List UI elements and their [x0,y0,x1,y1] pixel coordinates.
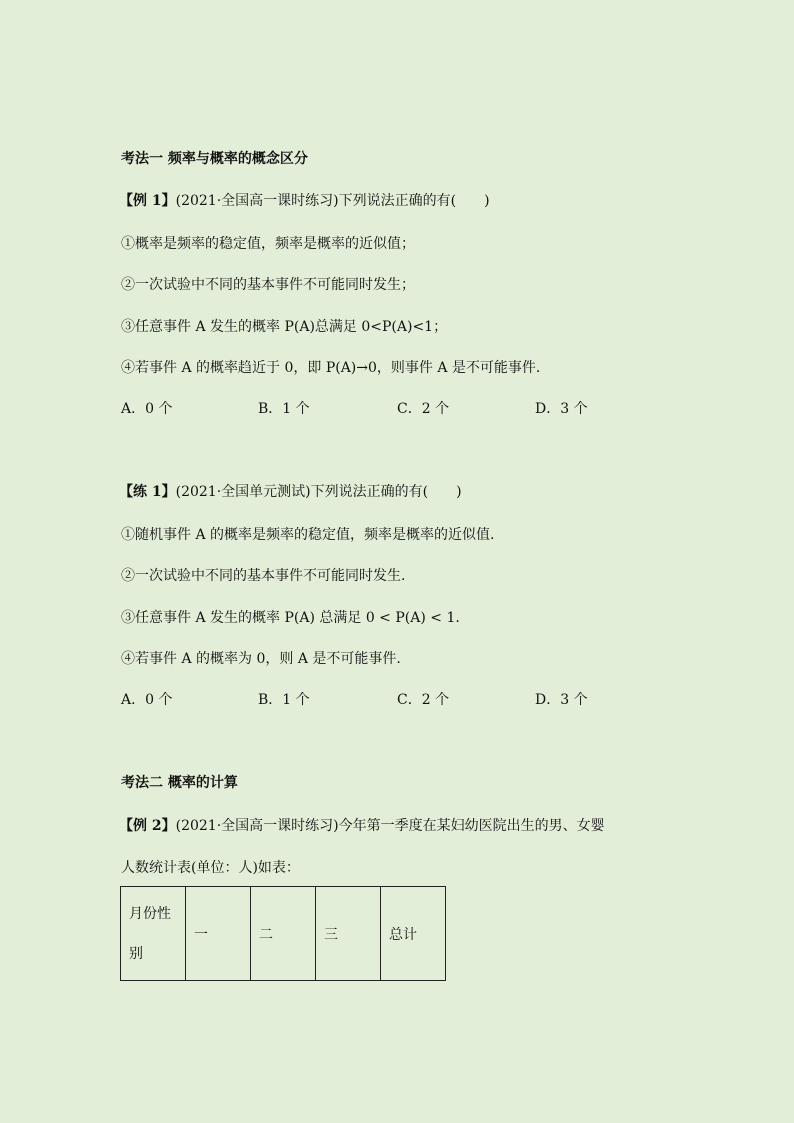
example1-question [119,192,490,210]
practice1-tag: 【练 1】 [119,484,176,500]
section2-heading: 考法二 概率的计算 [121,775,238,791]
stats-table [120,886,446,981]
example1-option-a: A．0 个 [121,401,173,417]
example1-item-3: ③任意事件 A 发生的概率 P(A)总满足 0<P(A)<1； [121,319,448,335]
practice1-item-1: ①随机事件 A 的概率是频率的稳定值，频率是概率的近似值. [121,527,495,543]
practice1-question [119,483,462,501]
example2-source-line2: 人数统计表(单位：人)如表： [121,860,300,876]
practice1-item-2: ②一次试验中不同的基本事件不可能同时发生. [121,568,406,584]
example1-item-4: ④若事件 A 的概率趋近于 0，即 P(A)→0，则事件 A 是不可能事件. [121,360,541,376]
example1-source: (2021·全国高一课时练习)下列说法正确的有( ) [175,193,490,209]
practice1-item-3: ③任意事件 A 发生的概率 P(A) 总满足 0 < P(A) < 1. [121,610,460,626]
table-header-total: 总计 [381,887,446,981]
example2-tag: 【例 2】 [119,818,176,834]
table-header-month-3: 三 [316,887,381,981]
example1-tag: 【例 1】 [119,193,176,209]
example1-option-c: C．2 个 [397,401,450,417]
table-header-gender-month: 月份性别 [121,887,186,981]
example2-question [119,817,605,835]
practice1-source: (2021·全国单元测试)下列说法正确的有( ) [175,484,462,500]
example2-source-line1: (2021·全国高一课时练习)今年第一季度在某妇幼医院出生的男、女婴 [175,818,605,834]
section1-heading: 考法一 频率与概率的概念区分 [121,151,308,167]
table-header-month-2: 二 [251,887,316,981]
table-row [121,887,446,981]
practice1-option-d: D．3 个 [535,692,588,708]
practice1-option-c: C．2 个 [397,692,450,708]
example1-option-d: D．3 个 [535,401,588,417]
practice1-option-b: B．1 个 [258,692,310,708]
practice1-option-a: A．0 个 [121,692,173,708]
table-header-month-1: 一 [186,887,251,981]
example1-item-2: ②一次试验中不同的基本事件不可能同时发生； [121,277,415,293]
practice1-item-4: ④若事件 A 的概率为 0，则 A 是不可能事件. [121,651,401,667]
example1-option-b: B．1 个 [258,401,310,417]
example1-item-1: ①概率是频率的稳定值，频率是概率的近似值； [121,236,415,252]
